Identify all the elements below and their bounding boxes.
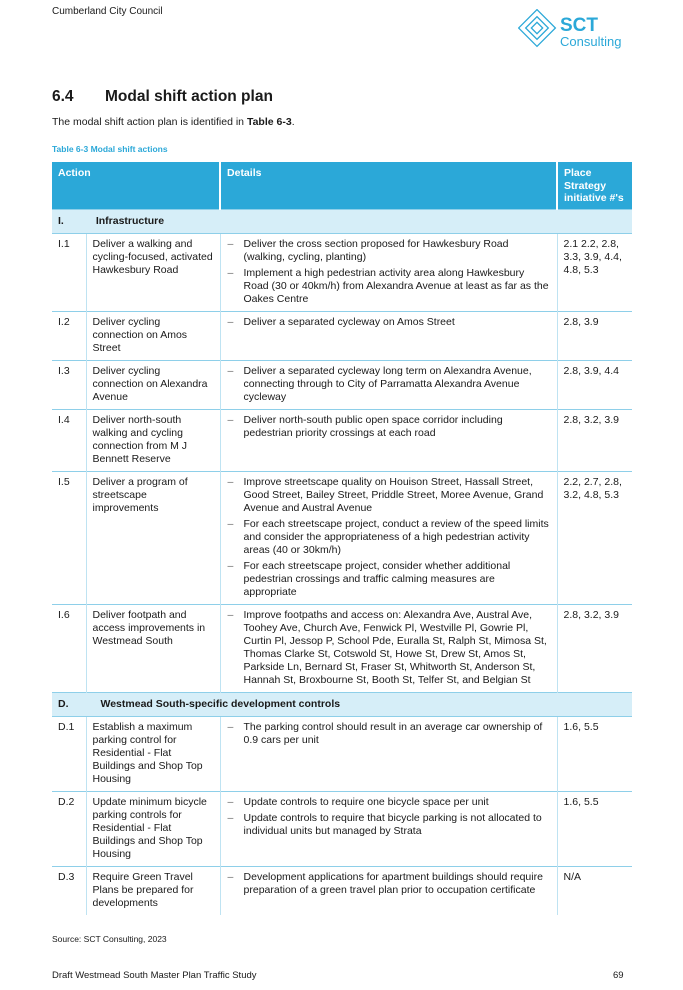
- section-title: Westmead South-specific development controls: [100, 697, 341, 710]
- table-row: [52, 471, 632, 604]
- section-title: Modal shift action plan: [105, 88, 273, 105]
- section-row: [52, 692, 632, 716]
- detail-item: – Improve footpaths and access on: Alexandra Ave, Austral Ave, Toohey Ave, Church Ave, Fenwick Pl, Westville Pl, Gowrie Pl, Curtin Pl, Jessop P, School Pde, Euralla St, Ralph St, Mimosa St, Thomas Clarke St, Cotswold St, Howe St, Drew St, Amos St, Parkside Ln, Bernard St, Fraser St, Whitworth St, Anderson St, Hannah St, Broxbourne St, Booth St, Telfer St, and Belgian St: [227, 609, 551, 687]
- action-id: I.1: [52, 233, 86, 311]
- place-strategy-initiatives: 2.2, 2.7, 2.8, 3.2, 4.8, 5.3: [557, 471, 632, 604]
- action-id: I.5: [52, 471, 86, 604]
- action-id: I.6: [52, 604, 86, 692]
- details-list: [227, 871, 551, 897]
- details-cell: [220, 604, 557, 692]
- sct-consulting-logo: [518, 9, 638, 53]
- detail-item: – Update controls to require that bicycle parking is not allocated to individual units but managed by Strata: [227, 812, 551, 838]
- header-place-strategy: Place Strategy initiative #'s: [557, 162, 632, 209]
- logo-sub-text: Consulting: [560, 34, 622, 49]
- details-list: [227, 721, 551, 747]
- place-strategy-initiatives: 2.1 2.2, 2.8, 3.3, 3.9, 4.4, 4.8, 5.3: [557, 233, 632, 311]
- footer-document-title: Draft Westmead South Master Plan Traffic Study: [52, 970, 257, 981]
- details-cell: [220, 866, 557, 915]
- place-strategy-initiatives: 2.8, 3.9: [557, 311, 632, 360]
- action-id: I.3: [52, 360, 86, 409]
- section-row: [52, 209, 632, 233]
- action-description: Deliver cycling connection on Amos Street: [86, 311, 220, 360]
- details-list: [227, 796, 551, 838]
- section-heading: [52, 88, 273, 106]
- section-id: D.: [58, 697, 69, 710]
- table-row: [52, 791, 632, 866]
- details-list: [227, 316, 551, 329]
- section-cell: [52, 692, 632, 716]
- detail-item: – Improve streetscape quality on Houison Street, Hassall Street, Good Street, Bailey Street, Priddle Street, Moree Avenue, Grand Avenue and Austral Avenue: [227, 476, 551, 515]
- table-caption: Table 6-3 Modal shift actions: [52, 144, 168, 154]
- details-cell: [220, 716, 557, 791]
- action-description: Establish a maximum parking control for Residential - Flat Buildings and Shop Top Housing: [86, 716, 220, 791]
- page-number: 69: [613, 970, 624, 981]
- section-number: 6.4: [52, 88, 74, 105]
- detail-item: – Implement a high pedestrian activity area along Hawkesbury Road (30 or 40km/h) from Alexandra Avenue at least as far as the Oakes Centre: [227, 267, 551, 306]
- detail-item: – Development applications for apartment buildings should require preparation of a green travel plan prior to occupation certificate: [227, 871, 551, 897]
- action-description: Deliver footpath and access improvements in Westmead South: [86, 604, 220, 692]
- place-strategy-initiatives: 2.8, 3.2, 3.9: [557, 604, 632, 692]
- details-cell: [220, 360, 557, 409]
- table-row: [52, 604, 632, 692]
- place-strategy-initiatives: 2.8, 3.2, 3.9: [557, 409, 632, 471]
- place-strategy-initiatives: 1.6, 5.5: [557, 791, 632, 866]
- detail-item: – Deliver a separated cycleway long term on Alexandra Avenue, connecting through to City of Parramatta Alexandra Avenue cycleway: [227, 365, 551, 404]
- details-cell: [220, 311, 557, 360]
- table-row: [52, 233, 632, 311]
- section-title: Infrastructure: [95, 214, 165, 227]
- action-description: Deliver north-south walking and cycling connection from M J Bennett Reserve: [86, 409, 220, 471]
- council-name: Cumberland City Council: [52, 6, 163, 17]
- header-action: Action: [52, 162, 220, 209]
- table-reference: Table 6-3: [246, 116, 292, 128]
- action-id: I.2: [52, 311, 86, 360]
- details-list: [227, 476, 551, 599]
- action-description: Deliver a walking and cycling-focused, activated Hawkesbury Road: [86, 233, 220, 311]
- logo-main-text: SCT: [560, 15, 598, 36]
- details-list: [227, 414, 551, 440]
- table-row: [52, 360, 632, 409]
- section-cell: [52, 209, 632, 233]
- details-cell: [220, 471, 557, 604]
- details-list: [227, 238, 551, 306]
- header-details: Details: [220, 162, 557, 209]
- details-cell: [220, 791, 557, 866]
- detail-item: – For each streetscape project, consider whether additional pedestrian crossings and traffic calming measures are appropriate: [227, 560, 551, 599]
- section-id: I.: [58, 214, 64, 227]
- detail-item: – Deliver the cross section proposed for Hawkesbury Road (walking, cycling, planting): [227, 238, 551, 264]
- action-description: Update minimum bicycle parking controls for Residential - Flat Buildings and Shop Top Housing: [86, 791, 220, 866]
- action-id: D.1: [52, 716, 86, 791]
- intro-end: .: [291, 116, 295, 128]
- table-body: [52, 209, 632, 915]
- table-row: [52, 311, 632, 360]
- detail-item: – Update controls to require one bicycle space per unit: [227, 796, 551, 809]
- details-list: [227, 609, 551, 687]
- details-cell: [220, 233, 557, 311]
- action-id: I.4: [52, 409, 86, 471]
- detail-item: – Deliver north-south public open space corridor including pedestrian priority crossings at each road: [227, 414, 551, 440]
- detail-item: – The parking control should result in an average car ownership of 0.9 cars per unit: [227, 721, 551, 747]
- table-header-row: [52, 162, 632, 209]
- place-strategy-initiatives: 1.6, 5.5: [557, 716, 632, 791]
- modal-shift-table: [52, 162, 632, 915]
- table-row: [52, 866, 632, 915]
- intro-text: The modal shift action plan is identified in: [52, 116, 247, 128]
- action-id: D.3: [52, 866, 86, 915]
- table-row: [52, 716, 632, 791]
- details-cell: [220, 409, 557, 471]
- intro-paragraph: [52, 116, 295, 128]
- detail-item: – For each streetscape project, conduct a review of the speed limits and consider the appropriateness of a high pedestrian activity areas (40 or 30km/h): [227, 518, 551, 557]
- action-id: D.2: [52, 791, 86, 866]
- details-list: [227, 365, 551, 404]
- action-description: Deliver cycling connection on Alexandra Avenue: [86, 360, 220, 409]
- action-description: Require Green Travel Plans be prepared for developments: [86, 866, 220, 915]
- table-source: Source: SCT Consulting, 2023: [52, 934, 167, 944]
- place-strategy-initiatives: 2.8, 3.9, 4.4: [557, 360, 632, 409]
- table-row: [52, 409, 632, 471]
- place-strategy-initiatives: N/A: [557, 866, 632, 915]
- detail-item: – Deliver a separated cycleway on Amos Street: [227, 316, 551, 329]
- action-description: Deliver a program of streetscape improvements: [86, 471, 220, 604]
